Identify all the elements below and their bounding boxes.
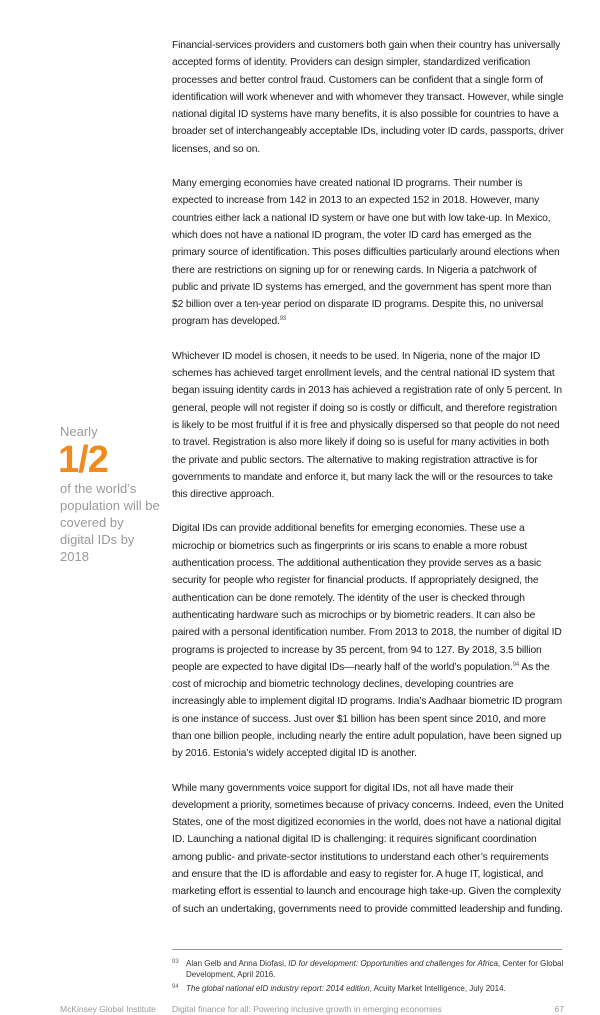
body-paragraph-5: While many governments voice support for digital IDs, not all have made their development a priority, sometimes because of privacy concerns. Indeed, even the United States, one of the most digitized economies in the world, does not have a national digital ID. Launching a national digital ID is challenging: it requires significant coordination among public- and private-sector institutions to understand each other’s requirements and ensure that the ID is affordable and easy to register for. A huge IT, logistical, and marketing effort is essential to launch and encourage high take-up. Given the complexity of such an undertaking, governments need to provide committed leadership and funding. — [172, 782, 564, 915]
body-paragraph-2 — [172, 175, 564, 331]
footnote-title: The global national eID industry report: 2014 edition — [186, 983, 370, 993]
footnote-rest: , Acuity Market Intelligence, July 2014. — [369, 983, 506, 993]
sidebar-callout — [60, 423, 160, 565]
footnote-rest: , Center for Global Development, April 2016. — [186, 958, 564, 979]
footnote-ref[interactable]: 94 — [512, 661, 520, 668]
footer-report-title: Digital finance for all: Powering inclusive growth in emerging economies — [172, 1003, 442, 1014]
paragraph-text: As the cost of microchip and biometric technology declines, developing countries are increasingly able to implement digital ID programs. India’s Aadhaar biometric ID program is one instance of success. Just over $1 billion has been spent since 2010, and more than one billion people, including nearly the entire adult population, have been signed up by 2016. Estonia’s widely accepted digital ID is another. — [172, 661, 563, 760]
sidebar-caption: of the world’s population will be covered by digital IDs by 2018 — [60, 481, 160, 564]
footnote-ref[interactable]: 93 — [279, 316, 287, 323]
body-paragraph-4 — [172, 520, 564, 762]
page-footer — [60, 1003, 564, 1015]
footnote-number: 93 — [172, 958, 179, 965]
sidebar-lead: Nearly — [60, 424, 98, 439]
body-paragraph-1: Financial-services providers and customers both gain when their country has universally accepted forms of identity. Providers can design simpler, standardized verification processes and better control fraud. Customers can be confident that a single form of identification will work whenever and with whomever they transact. However, while single national digital ID systems have many benefits, it is also possible for countries to have a broader set of interchangeably acceptable IDs, including voter ID cards, passports, driver licenses, and so on. — [172, 40, 564, 155]
footnote-94 — [172, 983, 564, 994]
paragraph-text: Many emerging economies have created national ID programs. Their number is expected to increase from 142 in 2013 to an expected 152 in 2018. However, many countries either lack a national ID system or have one but with low take-up. In Mexico, which does not have a national ID program, the voter ID card has emerged as the primary source of identification. This poses difficulties particularly around elections when there are restrictions on signing up for or renewing cards. In Nigeria a patchwork of public and private ID systems has emerged, and the government has spent more than $2 billion over a ten-year period on disparate ID programs. Despite this, no universal program has developed. — [172, 178, 560, 328]
footnote-divider — [172, 949, 562, 950]
page-number: 67 — [554, 1003, 564, 1014]
sidebar-stat: 1/2 — [58, 439, 108, 481]
footnote-93 — [172, 958, 564, 980]
footnote-authors: Alan Gelb and Anna Diofasi, — [186, 958, 289, 968]
footnote-title: ID for development: Opportunities and challenges for Africa — [288, 958, 498, 968]
page-bottom — [60, 935, 564, 1015]
footer-publisher: McKinsey Global Institute — [60, 1003, 156, 1014]
body-paragraph-3: Whichever ID model is chosen, it needs to be used. In Nigeria, none of the major ID schemes has achieved target enrollment levels, and the central national ID system that began issuing identity cards in 2013 has achieved a registration rate of only 5 percent. In general, people will not register if doing so is costly or difficult, and therefore registration is likely to be most fruitful if it is free and physically dispersed so that people do not need to travel. Registration is also more likely if doing so is useful for many activities in both the private and public sectors. The alternative to making registration attractive is for governments to mandate and enforce it, but many lack the will or the resources to take this directive approach. — [172, 350, 562, 501]
footnote-number: 94 — [172, 983, 179, 990]
paragraph-text: Digital IDs can provide additional benefits for emerging economies. These use a microchip or biometrics such as fingerprints or iris scans to enable a more robust authentication process. The additional authentication they provide serves as a basic security for people who register for financial products. If appropriately designed, the authentication can be done remotely. The identity of the user is checked through authenticating hardware such as microchips or by biometric readers. It can also be paired with a personal identification number. From 2013 to 2018, the number of digital ID programs is projected to increase by 35 percent, from 94 to 127. By 2018, 3.5 billion people are expected to have digital IDs—nearly half of the world’s population. — [172, 523, 562, 673]
